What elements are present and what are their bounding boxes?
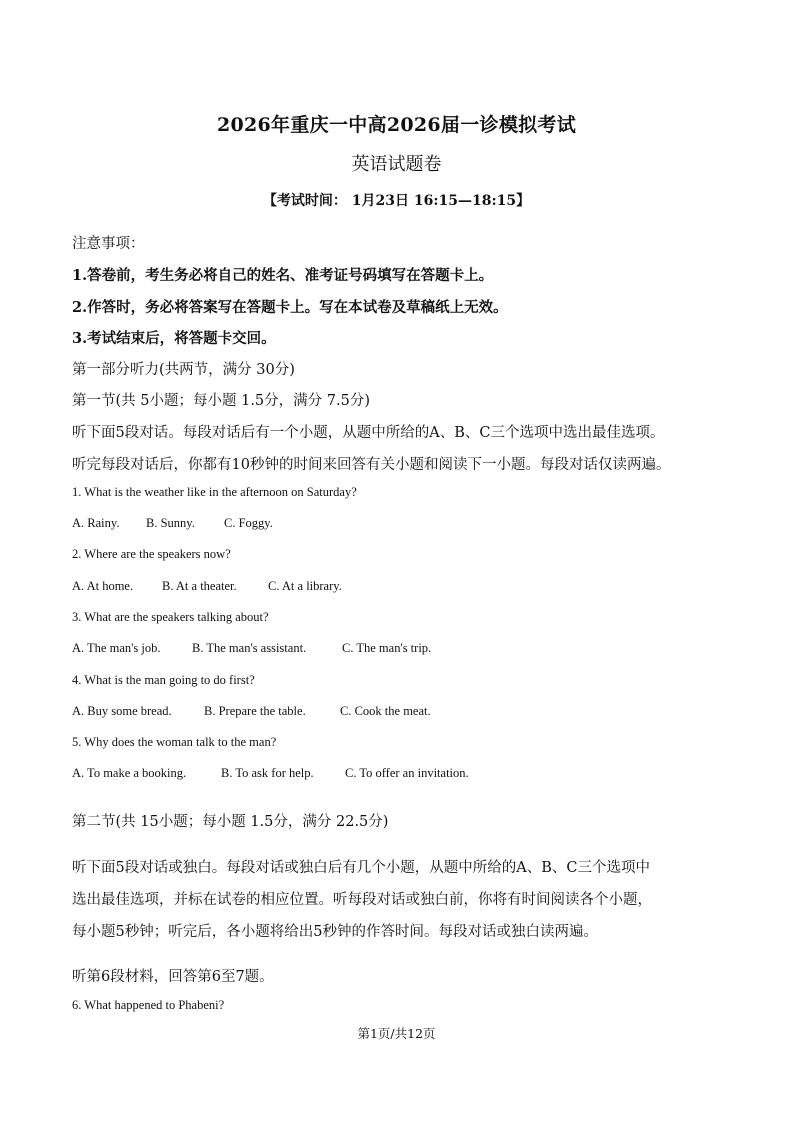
option-a: A. The man's job. <box>72 641 161 655</box>
question-stem: 4. What is the man going to do first? <box>72 673 255 687</box>
exam-title: 2026年重庆一中高2026届一诊模拟考试 <box>216 114 577 136</box>
material-heading: 听第6段材料，回答第6至7题。 <box>72 969 274 985</box>
option-a: A. At home. <box>72 579 134 593</box>
option-b: B. Prepare the table. <box>204 704 306 718</box>
question-options <box>72 516 273 531</box>
notice-item: 2.作答时，务必将答案写在答题卡上。写在本试卷及草稿纸上无效。 <box>72 299 508 316</box>
section1-instruction: 听下面5段对话。每段对话后有一个小题，从题中所给的A、B、C三个选项中选出最佳选项。 <box>72 425 665 441</box>
section2-instruction: 每小题5秒钟；听完后，各小题将给出5秒钟的作答时间。每段对话或独白读两遍。 <box>72 924 598 940</box>
section2-heading: 第二节(共 15小题；每小题 1.5分，满分 22.5分) <box>72 814 389 830</box>
question-stem: 6. What happened to Phabeni? <box>72 998 225 1012</box>
notice-item: 1.答卷前，考生务必将自己的姓名、准考证号码填写在答题卡上。 <box>72 267 494 284</box>
notice-item: 3.考试结束后，将答题卡交回。 <box>72 330 276 347</box>
section2-instruction: 选出最佳选项，并标在试卷的相应位置。听每段对话或独白前，你将有时间阅读各个小题， <box>72 892 652 908</box>
question-stem: 2. Where are the speakers now? <box>72 547 231 561</box>
option-b: B. Sunny. <box>146 516 195 530</box>
exam-time: 【考试时间： 1月23日 16:15—18:15】 <box>262 193 531 209</box>
option-a: A. To make a booking. <box>72 766 187 780</box>
option-c: C. At a library. <box>268 579 342 593</box>
question-options <box>72 766 469 781</box>
option-b: B. To ask for help. <box>221 766 314 780</box>
page-number: 第1页/共12页 <box>357 1026 436 1041</box>
notice-heading: 注意事项： <box>72 236 145 252</box>
option-c: C. The man's trip. <box>342 641 432 655</box>
exam-subtitle: 英语试题卷 <box>351 154 442 175</box>
section1-instruction: 听完每段对话后，你都有10秒钟的时间来回答有关小题和阅读下一小题。每段对话仅读两遍。 <box>72 457 671 473</box>
option-c: C. Cook the meat. <box>340 704 431 718</box>
question-stem: 3. What are the speakers talking about? <box>72 610 269 624</box>
section1-heading: 第一节(共 5小题；每小题 1.5分，满分 7.5分) <box>72 393 370 409</box>
option-a: A. Buy some bread. <box>72 704 172 718</box>
question-options <box>72 704 431 719</box>
option-b: B. At a theater. <box>162 579 237 593</box>
question-stem: 5. Why does the woman talk to the man? <box>72 735 277 749</box>
option-a: A. Rainy. <box>72 516 120 530</box>
question-stem: 1. What is the weather like in the afternoon on Saturday? <box>72 485 357 499</box>
option-c: C. Foggy. <box>224 516 273 530</box>
section2-instruction: 听下面5段对话或独白。每段对话或独白后有几个小题，从题中所给的A、B、C三个选项中 <box>72 860 650 876</box>
option-c: C. To offer an invitation. <box>345 766 469 780</box>
question-options <box>72 641 431 656</box>
option-b: B. The man's assistant. <box>192 641 307 655</box>
question-options <box>72 579 342 594</box>
part1-heading: 第一部分听力(共两节，满分 30分) <box>72 362 295 378</box>
